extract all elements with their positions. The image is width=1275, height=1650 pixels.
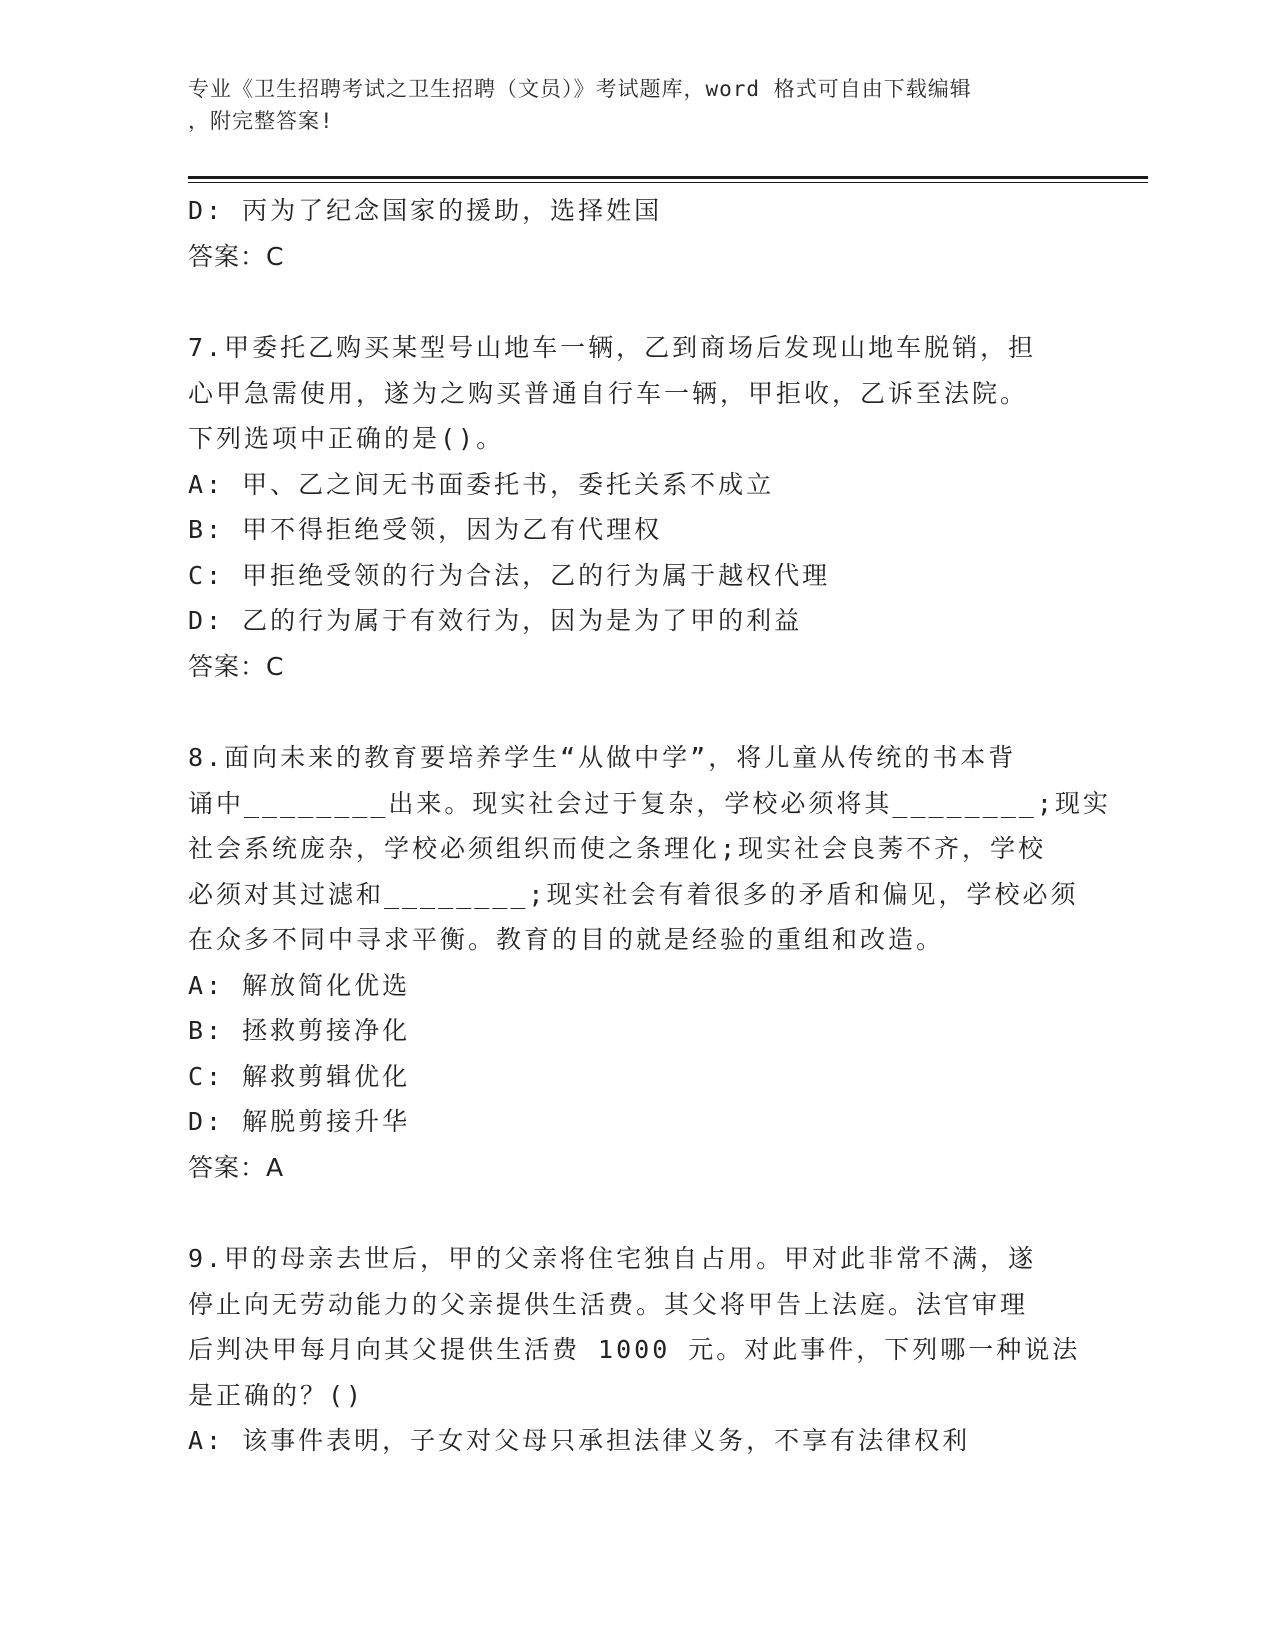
question-stem-line: 社会系统庞杂，学校必须组织而使之条理化;现实社会良莠不齐，学校 <box>188 834 1047 863</box>
option-d: D: 解脱剪接升华 <box>188 1107 411 1136</box>
question-9 <box>188 1236 1088 1464</box>
question-7 <box>188 325 1088 689</box>
option-a: A: 解放简化优选 <box>188 970 411 1000</box>
answer-line: 答案：A <box>188 1152 285 1182</box>
option-c: C: 解救剪辑优化 <box>188 1061 411 1091</box>
document-header <box>188 73 1088 137</box>
option-b: B: 拯救剪接净化 <box>188 1016 411 1045</box>
question-stem-line: 7.甲委托乙购买某型号山地车一辆，乙到商场后发现山地车脱销，担 <box>188 333 1037 362</box>
answer-line: 答案：C <box>188 241 285 271</box>
header-divider-thick <box>188 176 1148 179</box>
header-divider-thin <box>188 182 1148 183</box>
spacer <box>188 279 1088 325</box>
question-stem-line: 是正确的？() <box>188 1380 365 1410</box>
option-c: C: 甲拒绝受领的行为合法，乙的行为属于越权代理 <box>188 560 831 590</box>
question-8 <box>188 735 1111 1190</box>
question-stem-line: 下列选项中正确的是()。 <box>188 424 505 453</box>
question-stem-line: 心甲急需使用，遂为之购买普通自行车一辆，甲拒收，乙诉至法院。 <box>188 378 1029 408</box>
question-stem-line: 在众多不同中寻求平衡。教育的目的就是经验的重组和改造。 <box>188 925 945 954</box>
option-a: A: 甲、乙之间无书面委托书，委托关系不成立 <box>188 469 775 499</box>
option-d: D: 乙的行为属于有效行为，因为是为了甲的利益 <box>188 606 803 635</box>
question-stem-line: 后判决甲每月向其父提供生活费 1000 元。对此事件，下列哪一种说法 <box>188 1335 1081 1364</box>
question-stem-line: 停止向无劳动能力的父亲提供生活费。其父将甲告上法庭。法官审理 <box>188 1289 1029 1319</box>
header-line-1: 专业《卫生招聘考试之卫生招聘（文员）》考试题库，word 格式可自由下载编辑 <box>188 77 972 101</box>
option-d: D: 丙为了纪念国家的援助，选择姓国 <box>188 196 663 225</box>
header-line-2: ，附完整答案! <box>188 109 334 133</box>
question-stem-line: 诵中________出来。现实社会过于复杂，学校必须将其________;现实 <box>188 788 1111 818</box>
option-b: B: 甲不得拒绝受领，因为乙有代理权 <box>188 515 663 544</box>
question-stem-line: 8.面向未来的教育要培养学生“从做中学”，将儿童从传统的书本背 <box>188 743 1017 772</box>
answer-line: 答案：C <box>188 651 285 681</box>
question-stem-line: 必须对其过滤和________;现实社会有着很多的矛盾和偏见，学校必须 <box>188 879 1079 909</box>
spacer <box>188 1190 1088 1236</box>
option-a: A: 该事件表明，子女对父母只承担法律义务，不享有法律权利 <box>188 1426 971 1455</box>
question-stem-line: 9.甲的母亲去世后，甲的父亲将住宅独自占用。甲对此非常不满，遂 <box>188 1244 1037 1273</box>
spacer <box>188 689 1088 735</box>
document-body <box>188 188 1111 1464</box>
